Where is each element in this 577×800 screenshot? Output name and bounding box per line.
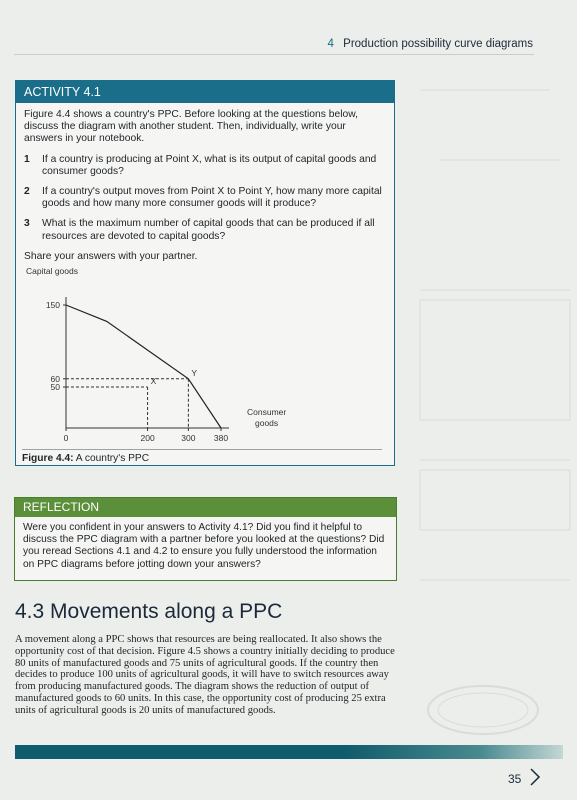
publisher-stamp-graphic: [418, 680, 548, 744]
x-tick-label: 300: [181, 433, 196, 443]
chapter-title: Production possibility curve diagrams: [343, 38, 533, 50]
activity-intro: Figure 4.4 shows a country's PPC. Before looking at the questions below, discuss the diagram with another student. Then, individually, write your answers in your notebook.: [24, 109, 358, 145]
activity-box: [15, 80, 395, 466]
y-tick-label: 150: [45, 300, 60, 310]
chapter-number: 4: [327, 38, 334, 50]
question-item: [24, 218, 386, 242]
figure-caption-text: A country's PPC: [75, 453, 150, 464]
reflection-title: REFLECTION: [15, 498, 396, 517]
chevron-right-icon: [529, 767, 541, 787]
question-text: If a country is producing at Point X, what is its output of capital goods and consumer goods?: [42, 153, 377, 177]
x-axis-label-line: goods: [255, 418, 279, 428]
reflection-text: Were you confident in your answers to Activity 4.1? Did you find it helpful to discuss the PPC diagram with a partner before you looked at the questions? Did you reread Sections 4.1 and 4.2 to ensure you fully understood the information on PPC diagrams before jotting down your answers?: [23, 522, 385, 570]
question-text: What is the maximum number of capital goods that can be produced if all resources are devoted to capital goods?: [42, 218, 375, 242]
x-axis-label-line: Consumer: [247, 407, 287, 417]
activity-title: ACTIVITY 4.1: [16, 81, 394, 103]
ppc-chart: [22, 268, 322, 443]
question-item: [24, 154, 386, 178]
activity-share-instruction: Share your answers with your partner.: [24, 250, 198, 262]
question-number: 3: [24, 218, 30, 230]
section-paragraph: A movement along a PPC shows that resources are being reallocated. It also shows the opportunity cost of that decision. Figure 4.5 shows a country initially deciding to produce 80 units of manufactured goods and 75 units of agricultural goods. If the country then decides to produce 100 units of agricultural goods, it will have to switch resources away from producing manufactured goods. The diagram shows the reduction of output of manufactured goods to 60 units. In this case, the opportunity cost of producing 25 extra units of agricultural goods is 20 units of manufactured goods.: [15, 634, 395, 716]
activity-body: [16, 103, 394, 263]
x-tick-label: 200: [140, 433, 155, 443]
page-number: 35: [508, 772, 522, 786]
section-heading: 4.3 Movements along a PPC: [15, 600, 283, 623]
question-item: [24, 186, 386, 210]
x-tick-label: 0: [63, 433, 69, 443]
question-number: 1: [24, 153, 30, 165]
y-tick-label: 60: [50, 373, 60, 384]
reflection-box: [14, 497, 397, 581]
bleed-through-graphic: [400, 60, 577, 660]
point-label: Y: [191, 367, 198, 378]
figure-caption-label: Figure 4.4:: [22, 453, 74, 464]
ppc-curve: [66, 305, 221, 428]
footer-bar: [15, 745, 563, 759]
y-axis-label: Capital goods: [26, 268, 78, 276]
x-tick-label: 380: [213, 433, 229, 443]
question-text: If a country's output moves from Point X to Point Y, how many more capital goods and how many more consumer goods will it produce?: [42, 186, 382, 210]
header-divider: [14, 54, 534, 55]
running-header: [328, 38, 533, 50]
figure-caption: [22, 449, 382, 464]
point-label: X: [150, 376, 157, 386]
question-number: 2: [24, 186, 30, 198]
y-tick-label: 50: [50, 382, 60, 392]
